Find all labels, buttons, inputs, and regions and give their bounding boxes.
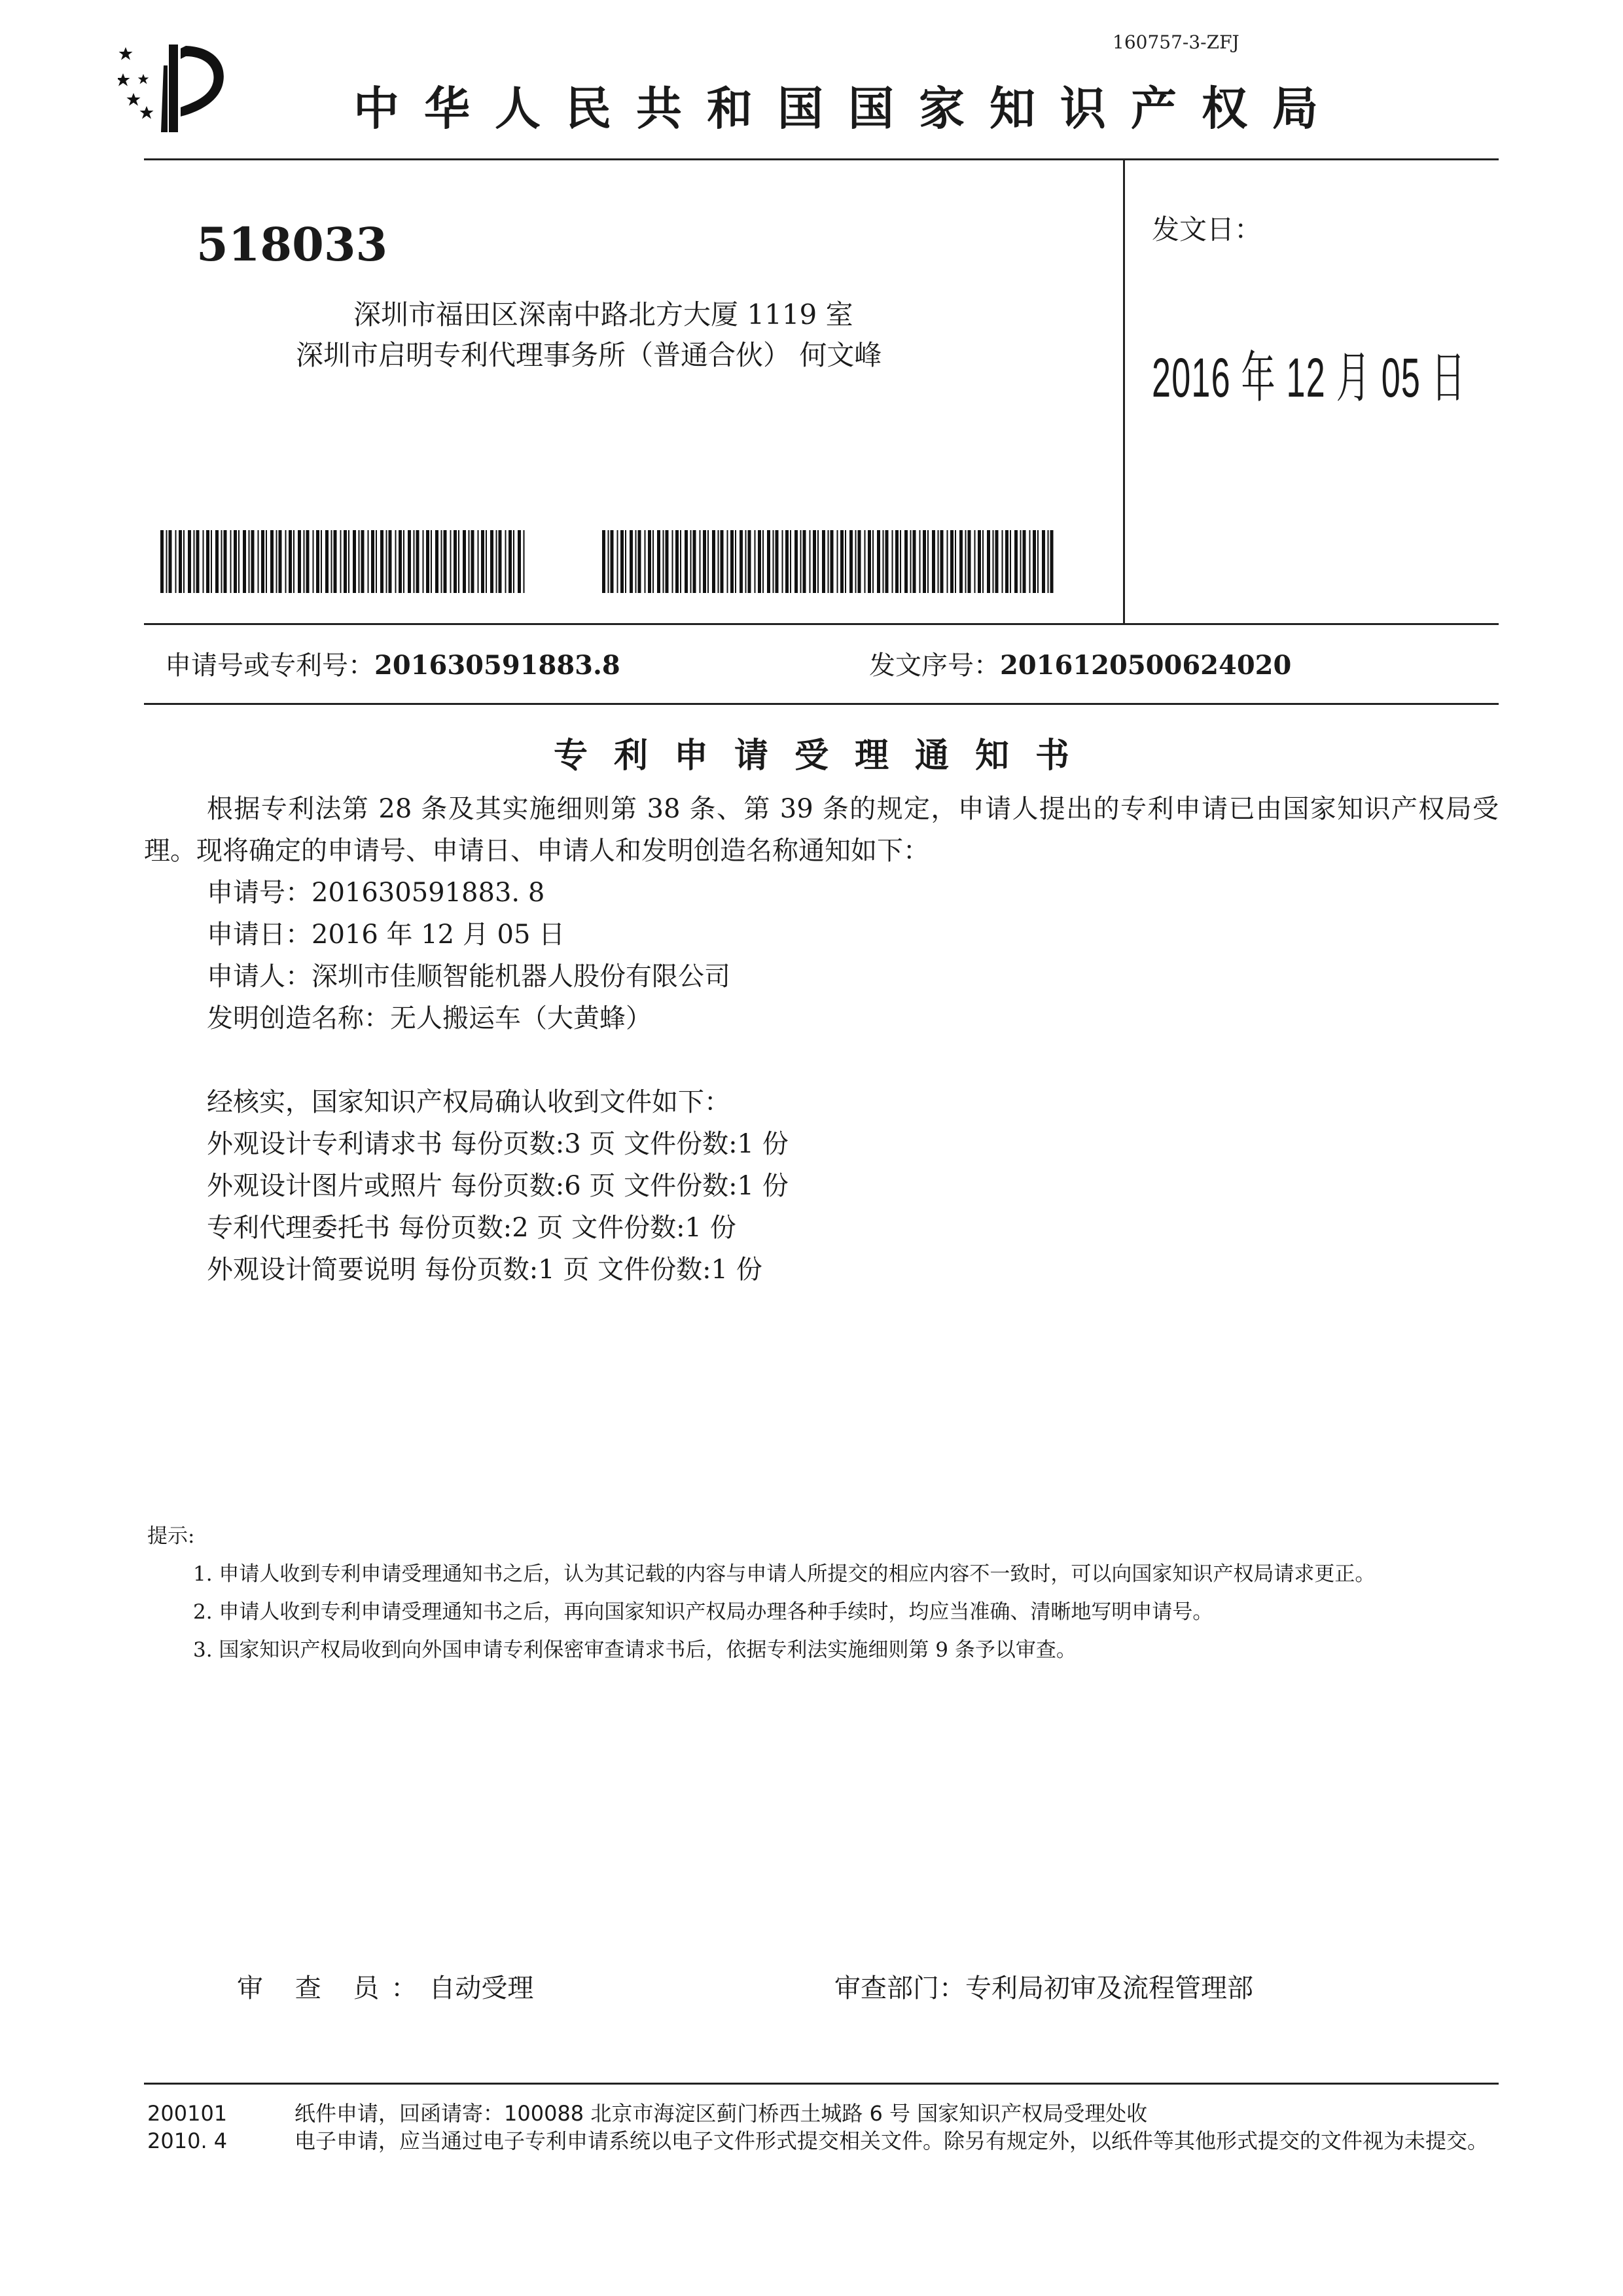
- barcode-bar: [790, 530, 791, 593]
- barcode-bar: [995, 530, 999, 593]
- barcode-bar: [513, 530, 514, 593]
- barcode-bar: [927, 530, 929, 593]
- barcode-bar: [959, 530, 963, 593]
- barcode-bar: [490, 530, 493, 593]
- barcode-bar: [648, 530, 651, 593]
- barcode-bar: [481, 530, 484, 593]
- barcode-bar: [334, 530, 337, 593]
- barcode-bar: [258, 530, 259, 593]
- barcode-bar: [617, 530, 618, 593]
- barcode-bar: [194, 530, 195, 593]
- document-code: 160757-3-ZFJ: [1113, 31, 1240, 53]
- barcode-bar: [872, 530, 874, 593]
- barcode-bar: [803, 530, 806, 593]
- barcode-bar: [693, 530, 696, 593]
- barcode-bar: [499, 530, 502, 593]
- barcode-bar: [505, 530, 507, 593]
- barcode-bar: [304, 530, 305, 593]
- reference-divider: [144, 703, 1499, 705]
- serial-number: 2016120500624020: [1000, 650, 1292, 681]
- barcode-bar: [748, 530, 751, 593]
- barcode-bar: [672, 530, 673, 593]
- recipient-agency: 深圳市启明专利代理事务所（普通合伙） 何文峰: [296, 339, 882, 371]
- barcode-bar: [1048, 530, 1049, 593]
- barcode-bar: [196, 530, 200, 593]
- tip-item: 2. 申请人收到专利申请受理通知书之后，再向国家知识产权局办理各种手续时，均应当准确、清晰地写明申请号。: [193, 1600, 1213, 1624]
- tips-section: [147, 1517, 1495, 1669]
- barcode-bar: [730, 530, 734, 593]
- barcode-bar: [524, 530, 525, 593]
- barcode-bar: [224, 530, 227, 593]
- barcode-bar: [353, 530, 356, 593]
- barcode-bar: [652, 530, 654, 593]
- barcode-bar: [892, 530, 893, 593]
- barcode-bar: [987, 530, 990, 593]
- postcode: 518033: [196, 217, 388, 272]
- barcode-bar: [657, 530, 660, 593]
- barcode-bar: [188, 530, 191, 593]
- barcode-bar: [518, 530, 521, 593]
- barcode-bar: [1042, 530, 1045, 593]
- barcode-bar: [293, 530, 294, 593]
- application-number-label: 申请号或专利号：: [165, 651, 374, 681]
- header-divider: [144, 158, 1499, 160]
- department: 专利局初审及流程管理部: [965, 1973, 1253, 2003]
- barcode-bar: [230, 530, 232, 593]
- barcode-bar: [395, 530, 397, 593]
- barcode-bar: [1029, 530, 1031, 593]
- document-item: 外观设计简要说明 每份页数:1 页 文件份数:1 份: [207, 1255, 762, 1285]
- barcode-bar: [234, 530, 237, 593]
- tip-item: 3. 国家知识产权局收到向外国申请专利保密审查请求书后，依据专利法实施细则第 9 条予以审查。: [193, 1638, 1077, 1662]
- barcode-bar: [690, 530, 692, 593]
- barcode-bar: [868, 530, 871, 593]
- tips-heading: 提示:: [147, 1524, 195, 1548]
- barcode-bar: [913, 530, 916, 593]
- barcode-bar: [635, 530, 637, 593]
- barcode-bar: [183, 530, 185, 593]
- barcode-bar: [638, 530, 641, 593]
- barcode-bar: [663, 530, 664, 593]
- barcode-bar: [1014, 530, 1018, 593]
- barcode-bar: [675, 530, 679, 593]
- barcode-bar: [611, 530, 614, 593]
- barcode-bar: [423, 530, 424, 593]
- barcode-bar: [740, 530, 743, 593]
- barcode-bar: [160, 530, 164, 593]
- barcode-bar: [955, 530, 956, 593]
- barcode-bar: [321, 530, 322, 593]
- barcode-bar: [813, 530, 816, 593]
- barcode-bar: [735, 530, 736, 593]
- barcode-bar: [1002, 530, 1003, 593]
- barcode-bar: [828, 530, 829, 593]
- paper-submission-note: 纸件申请，回函请寄：100088 北京市海淀区蓟门桥西土城路 6 号 国家知识产权局受理处收: [294, 2101, 1148, 2126]
- barcode-bar: [399, 530, 402, 593]
- confirm-intro: 经核实，国家知识产权局确认收到文件如下：: [207, 1087, 730, 1117]
- notice-intro: 根据专利法第 28 条及其实施细则第 38 条、第 39 条的规定，申请人提出的专利申请已由国家知识产权局受理。现将确定的申请号、申请日、申请人和发明创造名称通知如下：: [144, 794, 1499, 866]
- barcode-bar: [431, 530, 432, 593]
- notice-body: [144, 788, 1499, 1291]
- barcode-bar: [830, 530, 834, 593]
- field-invention-name: 发明创造名称：无人搬运车（大黄蜂）: [207, 1003, 652, 1033]
- barcode-bar: [680, 530, 681, 593]
- barcode-bar: [376, 530, 377, 593]
- barcode-bar: [904, 530, 908, 593]
- barcode-bar: [703, 530, 706, 593]
- barcode-bar: [389, 530, 392, 593]
- barcode-bar: [762, 530, 764, 593]
- barcode-bar: [982, 530, 984, 593]
- barcode-bar: [403, 530, 404, 593]
- barcode-bar: [721, 530, 724, 593]
- barcode-bar: [359, 530, 360, 593]
- barcode-bar: [974, 530, 976, 593]
- barcode-bar: [325, 530, 329, 593]
- barcode-bar: [712, 530, 715, 593]
- barcode-bar: [965, 530, 967, 593]
- field-application-date: 申请日：2016 年 12 月 05 日: [207, 920, 565, 950]
- barcode-bar: [371, 530, 374, 593]
- barcode-bar: [179, 530, 182, 593]
- barcode-bar: [666, 530, 669, 593]
- department-label: 审查部门：: [834, 1973, 965, 2003]
- document-item: 外观设计图片或照片 每份页数:6 页 文件份数:1 份: [207, 1171, 789, 1201]
- barcode-bar: [1005, 530, 1008, 593]
- recipient-address: 深圳市福田区深南中路北方大厦 1119 室: [353, 298, 853, 331]
- barcode-bar: [978, 530, 981, 593]
- barcode-bar: [414, 530, 415, 593]
- issue-date: 2016 年 12 月 05 日: [1152, 347, 1467, 408]
- barcode-bar: [602, 530, 605, 593]
- tip-item: 1. 申请人收到专利申请受理通知书之后，认为其记载的内容与申请人所提交的相应内容不一致时，可以向国家知识产权局请求更正。: [193, 1562, 1376, 1586]
- barcode-bar: [800, 530, 802, 593]
- barcode-bar: [386, 530, 387, 593]
- barcode-bar: [700, 530, 701, 593]
- barcode-bar: [408, 530, 411, 593]
- barcode-bar: [767, 530, 770, 593]
- barcode-graphic: [160, 530, 527, 593]
- barcode-bar: [444, 530, 447, 593]
- barcode-bar: [266, 530, 267, 593]
- barcode-bar: [508, 530, 512, 593]
- barcode-bar: [950, 530, 954, 593]
- barcode-bar: [344, 530, 347, 593]
- barcode-bar: [919, 530, 921, 593]
- barcode-bar: [496, 530, 497, 593]
- barcode-bar: [313, 530, 314, 593]
- barcode-bar: [877, 530, 880, 593]
- barcode-bar: [238, 530, 240, 593]
- barcode-bar: [441, 530, 442, 593]
- issue-date-label: 发文日：: [1152, 213, 1262, 245]
- barcode-bar: [251, 530, 255, 593]
- barcode-bar: [727, 530, 728, 593]
- footer-divider: [144, 2083, 1499, 2085]
- barcode-bar: [211, 530, 212, 593]
- barcode-bar: [1033, 530, 1036, 593]
- form-version: 2010. 4: [147, 2128, 228, 2153]
- barcode-bar: [940, 530, 944, 593]
- barcode-bar: [900, 530, 901, 593]
- barcode-bar: [645, 530, 646, 593]
- barcode-bar: [785, 530, 789, 593]
- barcode-bar: [745, 530, 747, 593]
- barcode-bar: [276, 530, 277, 593]
- barcode-bar: [782, 530, 783, 593]
- barcode-bar: [1020, 530, 1022, 593]
- department-line: [834, 1967, 1253, 2005]
- form-code: 200101: [147, 2101, 228, 2126]
- barcode-bar: [773, 530, 774, 593]
- barcode-bar: [368, 530, 369, 593]
- barcode-bar: [416, 530, 419, 593]
- barcode-bar: [243, 530, 246, 593]
- barcode-bar: [478, 530, 479, 593]
- barcode-bar: [865, 530, 866, 593]
- barcode-bar: [849, 530, 853, 593]
- barcode-bar: [348, 530, 349, 593]
- barcode-bar: [822, 530, 825, 593]
- field-application-number: 申请号：201630591883. 8: [207, 878, 545, 908]
- barcode-bar: [454, 530, 457, 593]
- barcode-bar: [289, 530, 292, 593]
- barcode-bar: [279, 530, 282, 593]
- barcode-bar: [426, 530, 429, 593]
- barcode-bar: [203, 530, 204, 593]
- barcode-bar: [895, 530, 899, 593]
- barcode-bar: [625, 530, 626, 593]
- barcode-bar: [270, 530, 274, 593]
- document-item: 外观设计专利请求书 每份页数:3 页 文件份数:1 份: [207, 1129, 789, 1159]
- barcode-bar: [169, 530, 172, 593]
- barcode-bar: [885, 530, 889, 593]
- examiner-line: [237, 1967, 533, 2005]
- barcode-bar: [817, 530, 819, 593]
- notice-title: 专利申请受理通知书: [553, 736, 1096, 776]
- barcode-bar: [947, 530, 948, 593]
- barcode-bar: [361, 530, 365, 593]
- barcode-bar: [810, 530, 811, 593]
- barcode-bar: [837, 530, 838, 593]
- barcode-bar: [620, 530, 624, 593]
- barcode-bar: [249, 530, 250, 593]
- barcode-bar: [755, 530, 756, 593]
- barcode-bar: [166, 530, 168, 593]
- barcode-bar: [1023, 530, 1026, 593]
- barcode-bar: [469, 530, 470, 593]
- agency-name: 中华人民共和国国家知识产权局: [353, 82, 1343, 135]
- barcode-bar: [718, 530, 719, 593]
- cnipa-logo-icon: [118, 39, 249, 137]
- barcode-bar: [993, 530, 994, 593]
- barcode-bar: [221, 530, 223, 593]
- barcode-bar: [298, 530, 301, 593]
- application-number-line: [165, 645, 620, 682]
- recipient-divider: [144, 623, 1499, 625]
- barcode-bar: [435, 530, 438, 593]
- application-number: 201630591883.8: [374, 650, 620, 681]
- barcode-bar: [845, 530, 846, 593]
- barcode-bar: [175, 530, 177, 593]
- barcode-bar: [855, 530, 857, 593]
- barcode-bar: [883, 530, 884, 593]
- barcode-bar: [630, 530, 633, 593]
- barcode-bar: [450, 530, 452, 593]
- footer: [147, 2100, 1502, 2155]
- barcode-bar: [968, 530, 971, 593]
- electronic-submission-note: 电子申请，应当通过电子专利申请系统以电子文件形式提交相关文件。除另有规定外，以纸件等其他形式提交的文件视为未提交。: [294, 2128, 1489, 2153]
- serial-number-line: [869, 645, 1291, 682]
- barcode-bar: [261, 530, 264, 593]
- field-applicant: 申请人：深圳市佳顺智能机器人股份有限公司: [207, 961, 730, 992]
- examiner-label: 审 查 员：: [237, 1973, 429, 2003]
- barcode-bar: [486, 530, 487, 593]
- issue-date-divider: [1123, 160, 1125, 624]
- barcode-bar: [923, 530, 926, 593]
- barcode-bar: [938, 530, 939, 593]
- barcode-bar: [380, 530, 383, 593]
- serial-number-label: 发文序号：: [869, 651, 1000, 681]
- examiner: 自动受理: [429, 1973, 534, 2003]
- barcode-bar: [910, 530, 912, 593]
- barcode-bar: [1037, 530, 1039, 593]
- barcode-bar: [840, 530, 844, 593]
- barcode-bar: [458, 530, 459, 593]
- barcode-bar: [707, 530, 709, 593]
- barcode-bar: [340, 530, 342, 593]
- barcode-bar: [1050, 530, 1054, 593]
- barcode-bar: [206, 530, 209, 593]
- document-item: 专利代理委托书 每份页数:2 页 文件份数:1 份: [207, 1213, 736, 1243]
- barcode-bar: [463, 530, 466, 593]
- barcode-bar: [1010, 530, 1011, 593]
- barcode-graphic: [602, 530, 1054, 593]
- barcode-bar: [608, 530, 609, 593]
- barcode-bar: [758, 530, 761, 593]
- barcode-bar: [471, 530, 474, 593]
- barcode-bar: [932, 530, 935, 593]
- barcode-bar: [306, 530, 310, 593]
- barcode-bar: [215, 530, 219, 593]
- barcode-bar: [858, 530, 861, 593]
- barcode-bar: [685, 530, 688, 593]
- barcode-bar: [776, 530, 779, 593]
- barcode-bar: [794, 530, 798, 593]
- barcode-bar: [285, 530, 287, 593]
- barcode-bar: [331, 530, 332, 593]
- barcode-bar: [316, 530, 319, 593]
